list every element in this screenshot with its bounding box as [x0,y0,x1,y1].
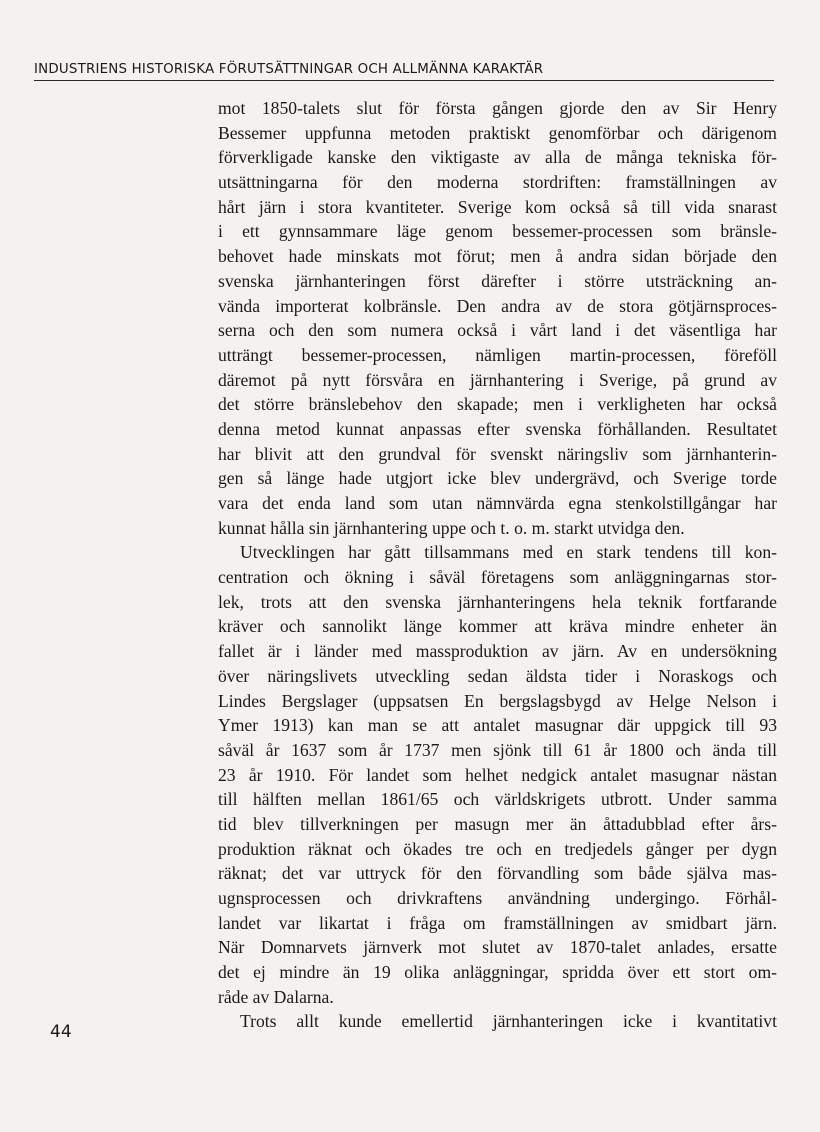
text-line: däremot på nytt försvåra en järnhantering i Sverige, på grund av [218,369,777,390]
page-number: 44 [50,1022,72,1042]
text-line: centration och ökning i såväl företagens som anläggningarnas stor- [218,567,777,588]
text-line: hårt järn i stora kvantiteter. Sverige kom också så till vida snarast [218,196,777,217]
text-line: landet var likartat i fråga om framställningen av smidbart järn. [218,912,777,933]
text-line: det större bränslebehov den skapade; men i verkligheten har också [218,394,777,415]
text-line: det ej mindre än 19 olika anläggningar, spridda över ett stort om- [218,962,777,983]
text-line: Lindes Bergslager (uppsatsen En bergslagsbygd av Helge Nelson i [218,690,777,711]
text-line: 23 år 1910. För landet som helhet nedgick antalet masugnar nästan [218,764,777,785]
text-line: i ett gynnsammare läge genom bessemer-processen som bränsle- [218,221,777,242]
text-line: denna metod kunnat anpassas efter svenska förhållanden. Resultatet [218,418,777,439]
text-line: råde av Dalarna. [218,986,334,1007]
paragraph-first-line: Trots allt kunde emellertid järnhanteringen icke i kvantitativt [240,1011,777,1032]
text-line: över näringslivets utveckling sedan äldsta tider i Noraskogs och [218,665,777,686]
text-line: ugnsprocessen och drivkraftens användning undergingo. Förhål- [218,888,777,908]
text-line: har blivit att den grundval för svenskt näringsliv som järnhanterin- [218,443,777,464]
text-line: produktion räknat och ökades tre och en tredjedels gånger per dygn [218,838,777,859]
text-line: tid blev tillverkningen per masugn mer än åttadubblad efter års- [218,813,777,834]
text-line: behovet hade minskats mot förut; men å andra sidan började den [218,246,777,267]
text-line: kunnat hålla sin järnhantering uppe och t. o. m. starkt utvidga den. [218,517,685,538]
text-line: mot 1850-talets slut för första gången gjorde den av Sir Henry [218,98,777,118]
running-head: INDUSTRIENS HISTORISKA FÖRUTSÄTTNINGAR OCH ALLMÄNNA KARAKTÄR [34,62,774,81]
text-line: utsättningarna för den moderna stordriften: framställningen av [218,172,777,193]
text-line: vara det enda land som utan nämnvärda egna stenkolstillgångar har [218,493,777,513]
text-line: Ymer 1913) kan man se att antalet masugnar där uppgick till 93 [218,715,777,736]
text-line: till hälften mellan 1861/65 och världskrigets utbrott. Under samma [218,789,777,810]
text-line: utträngt bessemer-processen, nämligen martin-processen, föreföll [218,344,777,365]
text-line: serna och den som numera också i vårt land i det väsentliga har [218,320,777,341]
text-line: vända importerat kolbränsle. Den andra av de stora götjärnsproces- [218,295,777,316]
text-line: kräver och sannolikt länge kommer att kräva mindre enheter än [218,616,777,637]
text-line: såväl år 1637 som år 1737 men sjönk till 61 år 1800 och ända till [218,739,777,760]
body-text [218,96,777,1034]
text-line: fallet är i länder med massproduktion av järn. Av en undersökning [218,641,777,662]
text-line: lek, trots att den svenska järnhanteringens hela teknik fortfarande [218,591,777,612]
text-line: räknat; det var uttryck för den förvandling som både själva mas- [218,863,777,884]
text-line: Bessemer uppfunna metoden praktiskt genomförbar och därigenom [218,122,777,143]
text-line: gen så länge hade utgjort icke blev undergrävd, och Sverige torde [218,468,777,489]
text-line: svenska järnhanteringen först därefter i större utsträckning an- [218,270,777,291]
paragraph-first-line: Utvecklingen har gått tillsammans med en stark tendens till kon- [240,542,777,563]
text-line: När Domnarvets järnverk mot slutet av 1870-talet anlades, ersatte [218,937,777,958]
text-line: förverkligade kanske den viktigaste av alla de många tekniska för- [218,147,777,168]
